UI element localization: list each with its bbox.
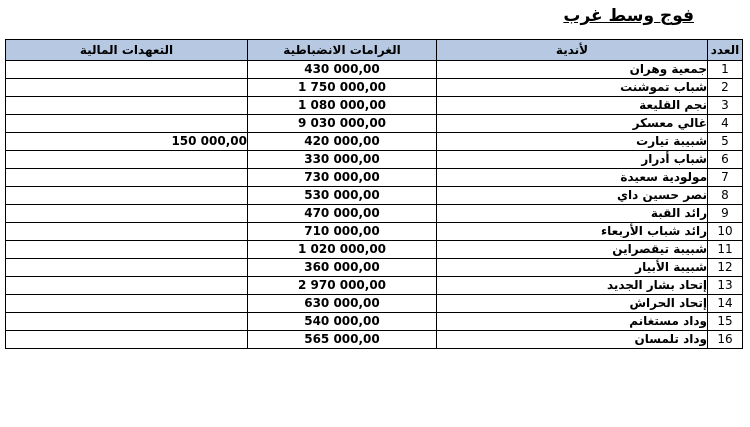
financial-cell: [6, 331, 248, 349]
table-row: [6, 187, 743, 205]
num-cell: 8: [708, 187, 743, 205]
clubs-table: [5, 39, 743, 349]
financial-cell: [6, 241, 248, 259]
num-cell: 4: [708, 115, 743, 133]
table-row: [6, 61, 743, 79]
table-row: [6, 79, 743, 97]
fine-cell: 730 000,00: [248, 169, 437, 187]
club-cell: شبيبة تيارت: [437, 133, 708, 151]
table-row: [6, 133, 743, 151]
club-cell: نصر حسين داي: [437, 187, 708, 205]
fine-cell: 565 000,00: [248, 331, 437, 349]
club-cell: وداد مستغانم: [437, 313, 708, 331]
fine-cell: 1 080 000,00: [248, 97, 437, 115]
num-cell: 2: [708, 79, 743, 97]
financial-cell: [6, 97, 248, 115]
club-cell: شبيبة تيقصراين: [437, 241, 708, 259]
fine-cell: 2 970 000,00: [248, 277, 437, 295]
table-row: [6, 97, 743, 115]
fine-cell: 470 000,00: [248, 205, 437, 223]
table-row: [6, 223, 743, 241]
table-row: [6, 205, 743, 223]
fine-cell: 630 000,00: [248, 295, 437, 313]
club-cell: إتحاد الحراش: [437, 295, 708, 313]
header-fine: الغرامات الانضباطية: [248, 40, 437, 61]
financial-cell: 150 000,00: [6, 133, 248, 151]
header-financial: التعهدات المالية: [6, 40, 248, 61]
club-cell: جمعية وهران: [437, 61, 708, 79]
table-row: [6, 151, 743, 169]
table-row: [6, 331, 743, 349]
financial-cell: [6, 79, 248, 97]
financial-cell: [6, 61, 248, 79]
fine-cell: 1 020 000,00: [248, 241, 437, 259]
num-cell: 3: [708, 97, 743, 115]
num-cell: 7: [708, 169, 743, 187]
fine-cell: 430 000,00: [248, 61, 437, 79]
financial-cell: [6, 295, 248, 313]
fine-cell: 540 000,00: [248, 313, 437, 331]
financial-cell: [6, 313, 248, 331]
club-cell: مولودية سعيدة: [437, 169, 708, 187]
fine-cell: 710 000,00: [248, 223, 437, 241]
fine-cell: 530 000,00: [248, 187, 437, 205]
table-row: [6, 115, 743, 133]
num-cell: 12: [708, 259, 743, 277]
club-cell: شباب أدرار: [437, 151, 708, 169]
page-title: فوج وسط غرب: [563, 6, 694, 26]
financial-cell: [6, 169, 248, 187]
financial-cell: [6, 187, 248, 205]
num-cell: 16: [708, 331, 743, 349]
table-row: [6, 277, 743, 295]
table-row: [6, 295, 743, 313]
header-num: العدد: [708, 40, 743, 61]
financial-cell: [6, 151, 248, 169]
fine-cell: 1 750 000,00: [248, 79, 437, 97]
num-cell: 9: [708, 205, 743, 223]
header-club: لأندية: [437, 40, 708, 61]
club-cell: رائد شباب الأربعاء: [437, 223, 708, 241]
financial-cell: [6, 115, 248, 133]
table-header-row: [6, 40, 743, 61]
table-row: [6, 313, 743, 331]
financial-cell: [6, 277, 248, 295]
financial-cell: [6, 259, 248, 277]
club-cell: إتحاد بشار الجديد: [437, 277, 708, 295]
num-cell: 1: [708, 61, 743, 79]
club-cell: وداد تلمسان: [437, 331, 708, 349]
num-cell: 14: [708, 295, 743, 313]
fine-cell: 330 000,00: [248, 151, 437, 169]
financial-cell: [6, 205, 248, 223]
num-cell: 15: [708, 313, 743, 331]
num-cell: 11: [708, 241, 743, 259]
fine-cell: 360 000,00: [248, 259, 437, 277]
table-row: [6, 169, 743, 187]
club-cell: غالي معسكر: [437, 115, 708, 133]
num-cell: 5: [708, 133, 743, 151]
financial-cell: [6, 223, 248, 241]
club-cell: نجم القليعة: [437, 97, 708, 115]
fine-cell: 420 000,00: [248, 133, 437, 151]
club-cell: رائد القبة: [437, 205, 708, 223]
table-row: [6, 259, 743, 277]
table-row: [6, 241, 743, 259]
num-cell: 6: [708, 151, 743, 169]
club-cell: شباب تموشنت: [437, 79, 708, 97]
num-cell: 10: [708, 223, 743, 241]
fine-cell: 9 030 000,00: [248, 115, 437, 133]
num-cell: 13: [708, 277, 743, 295]
club-cell: شبيبة الأبيار: [437, 259, 708, 277]
